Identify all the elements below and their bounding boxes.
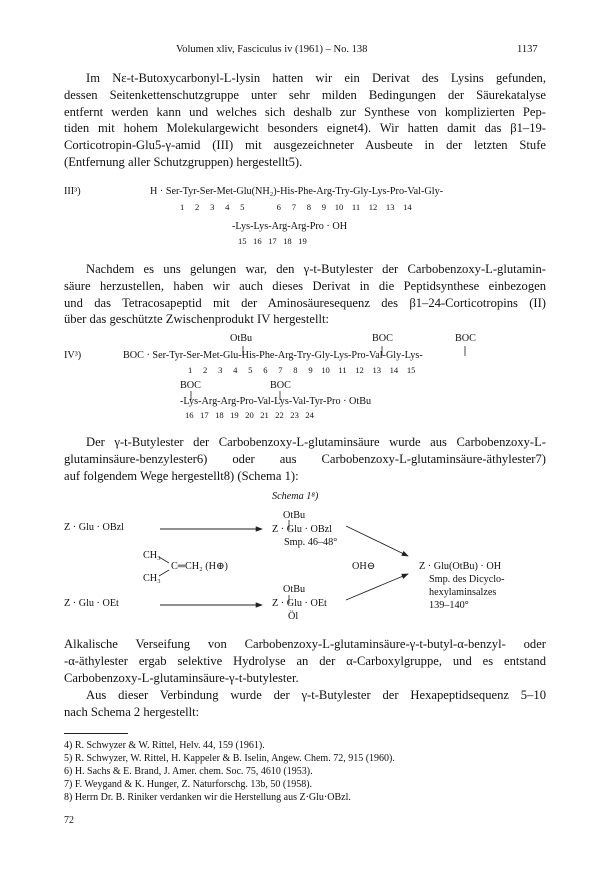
- scheme-reagent: C═CH₂ (H⊕): [171, 561, 228, 572]
- text-line: tiden mit hohem Molekulargewicht besonders eignet4). Wir hatten damit das β1–19-: [64, 121, 546, 136]
- sequence-iv-otbu: OtBu: [230, 333, 253, 344]
- text-line: Alkalische Verseifung von Carbobenzoxy-L-glutaminsäure-γ-t-butyl-α-benzyl- oder: [64, 637, 546, 651]
- sequence-iii-line1: H · Ser-Tyr-Ser-Met-Glu(NH₂)-His-Phe-Arg-Try-Gly-Lys-Pro-Val-Gly-: [150, 186, 444, 197]
- paragraph-5: [64, 687, 546, 721]
- text-line: -α-äthylester ergab selektive Hydrolyse an der α-Carboxylgruppe, und es entstand: [64, 653, 546, 668]
- text-line: Nachdem es uns gelungen war, den γ-t-Butylester der Carbobenzoxy-L-glutamin-: [86, 262, 546, 276]
- scheme-title: Schema 1⁸): [272, 491, 319, 502]
- scheme-intermediate-2: Z · Glu · OEt: [272, 598, 327, 609]
- sequence-iv-line1: BOC · Ser-Tyr-Ser-Met-Glu-His-Phe-Arg-Try-Gly-Lys-Pro-Val-Gly-Lys-: [123, 350, 423, 361]
- sequence-iii-numbers2: 15 16 17 18 19: [238, 236, 307, 246]
- paragraph-4: [64, 636, 546, 686]
- scheme-intermediate-2-note: Öl: [288, 611, 299, 622]
- footnote-6: 6) H. Sachs & E. Brand, J. Amer. chem. Soc. 75, 4610 (1953).: [64, 766, 313, 777]
- text-line: Im Nε-t-Butoxycarbonyl-L-lysin hatten wir ein Derivat des Lysins gefunden,: [86, 71, 546, 85]
- scheme-product: Z · Glu(OtBu) · OH: [419, 561, 502, 572]
- footer-number: 72: [64, 815, 74, 826]
- sequence-iv-boc-mid1: BOC: [180, 380, 201, 391]
- scheme-reagent-ch3-b: CH₃: [143, 573, 161, 584]
- scheme-product-mp-2: hexylaminsalzes: [429, 587, 497, 598]
- scheme-intermediate-1: Z · Glu · OBzl: [272, 524, 332, 535]
- scheme-start-1: Z · Glu · OBzl: [64, 522, 124, 533]
- text-line: säure herzustellen, haben wir auch dieses Derivat in die Peptidsynthese einbezogen: [64, 278, 546, 293]
- text-line: und das Tetracosapeptid mit der Aminosäuresequenz des β1–24-Corticotropins (II): [64, 295, 546, 310]
- running-header: Volumen xliv, Fasciculus iv (1961) – No. 138: [176, 44, 368, 55]
- footnote-8: 8) Herrn Dr. B. Riniker verdanken wir die Herstellung aus Z·Glu·OBzl.: [64, 792, 351, 803]
- text-line: über das geschützte Zwischenprodukt IV hergestellt:: [64, 312, 329, 327]
- sequence-iv-boc-top1: BOC: [372, 333, 393, 344]
- scheme-intermediate-1-mp: Smp. 46–48°: [284, 537, 338, 548]
- text-line: Der γ-t-Butylester der Carbobenzoxy-L-glutaminsäure wurde aus Carbobenzoxy-L-: [86, 435, 546, 449]
- footnote-rule: [64, 733, 128, 734]
- scheme-hydroxide: OH⊖: [352, 561, 376, 572]
- scheme-otbu-top: OtBu: [283, 510, 306, 521]
- text-line: (Entfernung aller Schutzgruppen) hergestellt5).: [64, 154, 303, 169]
- sequence-iv-numbers1: 1 2 3 4 5 6 7 8 9 10 11 12 13 14 15: [188, 365, 416, 375]
- footnote-5: 5) R. Schwyzer, W. Rittel, H. Kappeler & B. Iselin, Angew. Chem. 72, 915 (1960).: [64, 753, 395, 764]
- sequence-label-iii: III³): [64, 186, 81, 197]
- sequence-label-iv: IV³): [64, 350, 82, 361]
- text-line: Aus dieser Verbindung wurde der γ-t-Butylester der Hexapeptidsequenz 5–10: [86, 688, 546, 702]
- footnote-7: 7) F. Weygand & K. Hunger, Z. Naturforschg. 13b, 50 (1958).: [64, 779, 313, 790]
- scheme-product-mp-1: Smp. des Dicyclo-: [429, 574, 505, 585]
- scheme-reagent-ch3-a: CH₃: [143, 550, 161, 561]
- sequence-iv-boc-mid2: BOC: [270, 380, 291, 391]
- sequence-iv-numbers2: 16 17 18 19 20 21 22 23 24: [185, 410, 314, 420]
- footnote-4: 4) R. Schwyzer & W. Rittel, Helv. 44, 159 (1961).: [64, 740, 265, 751]
- text-line: auf folgendem Wege hergestellt8) (Schema 1):: [64, 468, 299, 483]
- page-number: 1137: [517, 44, 538, 55]
- sequence-iv-boc-top2: BOC: [455, 333, 476, 344]
- text-line: dessen Seitenkettenschutzgruppe unter sehr milden Bedingungen der Säurekatalyse: [64, 87, 546, 102]
- text-line: glutaminsäure-benzylester6) oder aus Carbobenzoxy-L-glutaminsäure-äthylester7): [64, 451, 546, 466]
- text-line: nach Schema 2 hergestellt:: [64, 704, 200, 719]
- text-line: Carbobenzoxy-L-glutaminsäure-γ-t-butylester.: [64, 670, 299, 685]
- scheme-product-mp-3: 139–140°: [429, 600, 469, 611]
- scheme-otbu-bottom: OtBu: [283, 584, 306, 595]
- sequence-iv-line2: -Lys-Arg-Arg-Pro-Val-Lys-Val-Tyr-Pro · OtBu: [180, 396, 372, 407]
- text-line: entfernt werden kann und welches sich deshalb zur Synthese von komplizierten Pep-: [64, 104, 546, 119]
- sequence-iii-numbers1: 1 2 3 4 5 6 7 8 9 10 11 12 13 14: [180, 202, 412, 212]
- scheme-start-2: Z · Glu · OEt: [64, 598, 119, 609]
- sequence-iii-line2: -Lys-Lys-Arg-Arg-Pro · OH: [232, 221, 348, 232]
- text-line: Corticotropin-Glu5-γ-amid (III) mit ausgezeichneter Ausbeute in der letzten Stufe: [64, 138, 546, 153]
